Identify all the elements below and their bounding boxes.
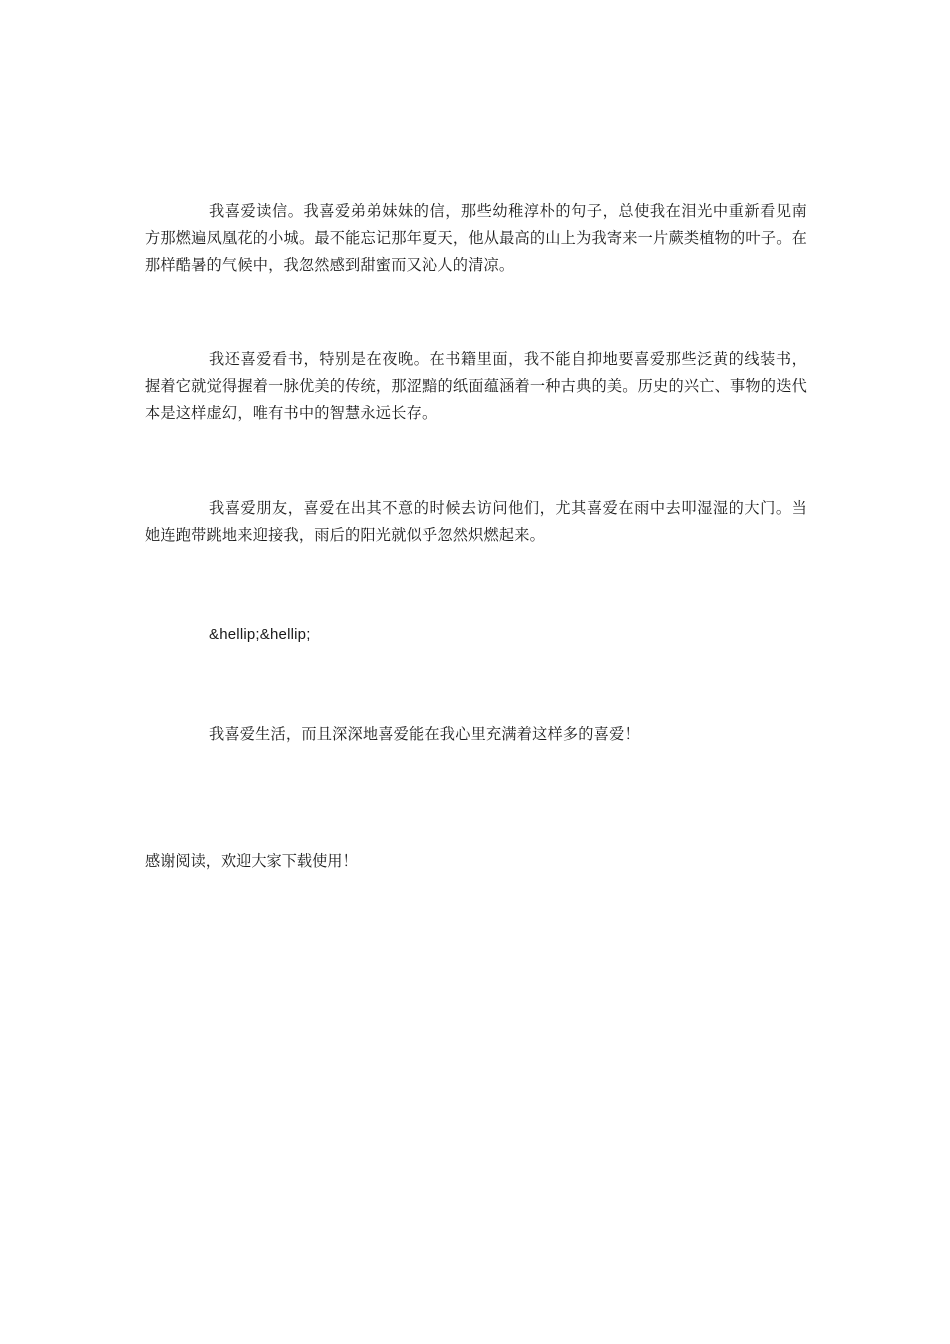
- paragraph-friends: 我喜爱朋友，喜爱在出其不意的时候去访问他们，尤其喜爱在雨中去叩湿湿的大门。当她连跑带跳地来迎接我，雨后的阳光就似乎忽然炽燃起来。: [145, 499, 807, 544]
- closing-note: 感谢阅读，欢迎大家下载使用！: [145, 852, 358, 870]
- paragraph-reading-books: 我还喜爱看书，特别是在夜晚。在书籍里面，我不能自抑地要喜爱那些泛黄的线装书，握着它就觉得握着一脉优美的传统，那涩黯的纸面蕴涵着一种古典的美。历史的兴亡、事物的迭代本是这样虚幻，唯有书中的智慧永远长存。: [145, 350, 807, 422]
- paragraph-reading-letters: 我喜爱读信。我喜爱弟弟妹妹的信，那些幼稚淳朴的句子，总使我在泪光中重新看见南方那燃遍凤凰花的小城。最不能忘记那年夏天，他从最高的山上为我寄来一片蕨类植物的叶子。在那样酷暑的气候中，我忽然感到甜蜜而又沁人的清凉。: [145, 202, 807, 274]
- paragraph-life: 我喜爱生活，而且深深地喜爱能在我心里充满着这样多的喜爱！: [209, 725, 640, 743]
- paragraph-ellipsis: &hellip;&hellip;: [209, 626, 311, 643]
